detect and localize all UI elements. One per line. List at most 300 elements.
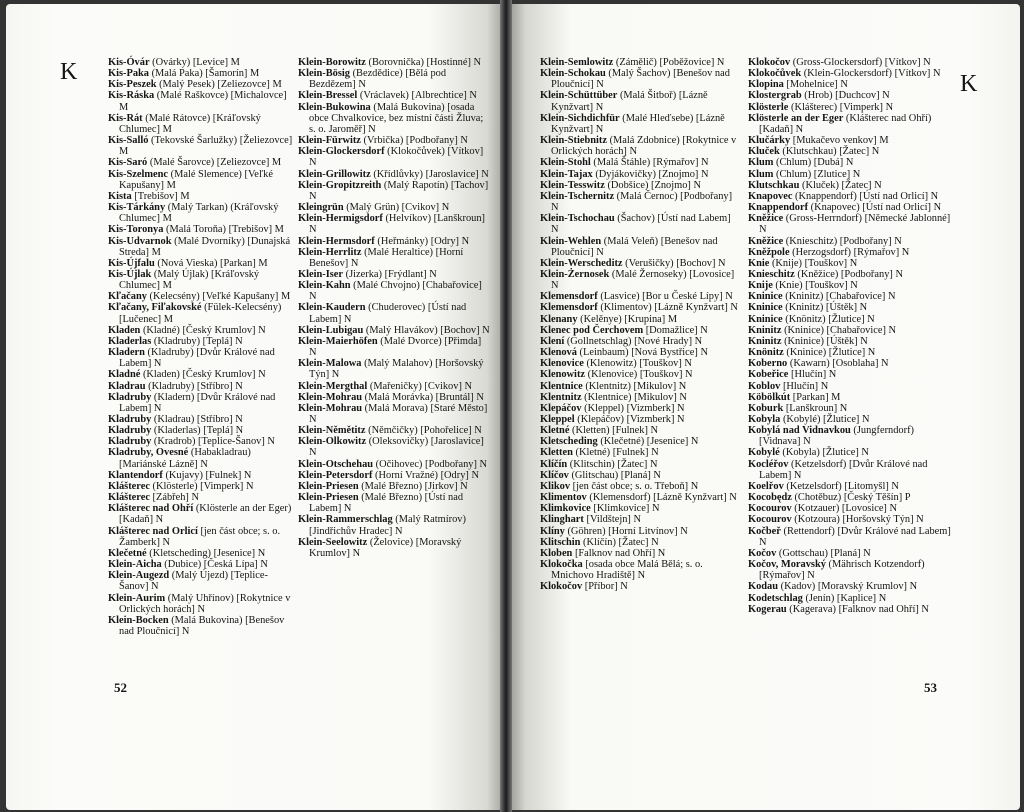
entry-headword: Klein-Hermigsdorf	[298, 213, 383, 225]
entry-detail: (Malá Štáhle) [Rýmařov] N	[590, 157, 709, 169]
entry-headword: Kladruby, Ovesné	[108, 447, 189, 459]
entry-headword: Kľačany	[108, 291, 147, 303]
entry-detail: [Falknov nad Ohří] N	[572, 547, 666, 559]
entry-headword: Klein-Lubigau	[298, 324, 364, 336]
entry-detail: [Hlučín] N	[780, 380, 829, 392]
entry-headword: Koelřov	[748, 480, 784, 492]
gazetteer-entry	[298, 180, 490, 202]
entry-headword: Klikov	[540, 480, 571, 492]
entry-headword: Kis-Udvarnok	[108, 235, 172, 247]
gazetteer-entry	[748, 247, 952, 258]
entry-headword: Kocléřov	[748, 458, 789, 470]
entry-headword: Klokočov	[540, 581, 583, 593]
entry-detail: (Knönitz) [Žlutice] N	[782, 313, 875, 325]
entry-detail: (Kobyla) [Žlutice] N	[779, 447, 869, 459]
gazetteer-entry	[748, 593, 952, 604]
gazetteer-entry	[540, 336, 738, 347]
gazetteer-entry	[748, 102, 952, 113]
entry-headword: Klení	[540, 335, 565, 347]
entry-detail: (Habakladrau) [Mariánské Lázně] N	[119, 447, 251, 470]
entry-detail: (Kletten) [Fulnek] N	[569, 425, 659, 437]
entry-headword: Klemensdorf	[540, 291, 598, 303]
entry-detail: (Kagerava) [Falknov nad Ohří] N	[786, 603, 929, 615]
entry-detail: (Verušičky) [Bochov] N	[622, 257, 726, 269]
entry-detail: (Leinbaum) [Nová Bystřice] N	[576, 347, 708, 359]
entry-headword: Kis-Óvár	[108, 57, 150, 68]
gazetteer-entry	[298, 425, 490, 436]
entry-headword: Klášterec	[108, 480, 150, 492]
entry-headword: Klein-Werscheditz	[540, 257, 623, 269]
entry-detail: (Zámělič) [Poběžovice] N	[613, 57, 725, 68]
gazetteer-entry	[540, 57, 738, 68]
gazetteer-entry	[298, 302, 490, 324]
gazetteer-entry	[540, 191, 738, 213]
entry-detail: (Kněžice) [Podbořany] N	[794, 268, 903, 280]
gazetteer-entry	[748, 459, 952, 481]
entry-detail: (Horní Vražné) [Odry] N	[372, 469, 479, 481]
entry-detail: (Klenowitz) [Touškov] N	[583, 358, 692, 370]
gazetteer-entry	[108, 425, 296, 436]
entry-detail: (Vrbička) [Podbořany] N	[360, 135, 468, 147]
entry-headword: Knönitz	[748, 347, 784, 359]
gazetteer-entry	[540, 492, 738, 503]
entry-detail: (Klösterle an der Eger) [Kadaň] N	[119, 503, 292, 526]
entry-headword: Klein-Stohl	[540, 157, 591, 169]
gazetteer-entry	[748, 302, 952, 313]
entry-headword: Klein-Stiebnitz	[540, 135, 607, 147]
entry-headword: Klenovice	[540, 358, 584, 370]
entry-detail: (Jungferndorf) [Vidnava] N	[759, 425, 914, 448]
gazetteer-entry	[540, 291, 738, 302]
right-column-2	[748, 57, 952, 615]
entry-headword: Kladruby	[108, 425, 152, 437]
right-page	[510, 4, 1020, 810]
entry-headword: Klein-Tschernitz	[540, 190, 615, 202]
gazetteer-entry	[108, 57, 296, 68]
gazetteer-entry	[748, 79, 952, 90]
entry-headword: Kis-Toronya	[108, 224, 164, 236]
gazetteer-entry	[540, 459, 738, 470]
entry-headword: Kladen	[108, 324, 141, 336]
entry-headword: Kloben	[540, 547, 573, 559]
entry-detail: (Jenín) [Kaplice] N	[802, 592, 887, 604]
entry-headword: Knije	[748, 280, 773, 292]
entry-headword: Klein-Tschochau	[540, 213, 615, 225]
gazetteer-entry	[748, 169, 952, 180]
gazetteer-entry	[540, 436, 738, 447]
entry-headword: Klein-Aicha	[108, 559, 162, 571]
entry-detail: (Kladerlas) [Teplá] N	[151, 425, 244, 437]
entry-detail: (Kradrob) [Teplice-Šanov] N	[151, 436, 275, 448]
entry-headword: Kninice	[748, 313, 783, 325]
entry-headword: Klečetné	[108, 547, 147, 559]
entry-headword: Kocourov	[748, 514, 792, 526]
gazetteer-entry	[748, 202, 952, 213]
gazetteer-entry	[540, 470, 738, 481]
entry-detail: (Ketzelsdorf) [Dvůr Králové nad Labem] N	[759, 458, 928, 481]
gazetteer-entry	[748, 213, 952, 235]
entry-detail: (Kladruby) [Teplá] N	[151, 335, 243, 347]
entry-headword: Kladruby	[108, 436, 152, 448]
entry-detail: (Kobylé) [Žlutice] N	[780, 414, 870, 425]
entry-detail: (Klitschin) [Žatec] N	[567, 458, 658, 470]
gazetteer-entry	[748, 68, 952, 79]
gazetteer-entry	[298, 514, 490, 536]
gazetteer-entry	[108, 570, 296, 592]
gazetteer-entry	[108, 191, 296, 202]
entry-detail: (Klutschkau) [Žatec] N	[779, 146, 880, 158]
gazetteer-entry	[540, 347, 738, 358]
gazetteer-entry	[108, 79, 296, 90]
entry-headword: Klučárky	[748, 135, 791, 147]
gazetteer-entry	[748, 325, 952, 336]
entry-detail: (Kladruby) [Dvůr Králové nad Labem] N	[119, 347, 275, 370]
entry-detail: (Kladné) [Český Krumlov] N	[140, 324, 266, 336]
entry-detail: (Kelěnye) [Krupina] M	[577, 313, 678, 325]
entry-detail: (Kujavy) [Fulnek] N	[162, 469, 252, 481]
gazetteer-entry	[748, 604, 952, 615]
entry-headword: Klenová	[540, 347, 577, 359]
section-letter-left: K	[60, 59, 78, 85]
entry-headword: Klein-Herrlitz	[298, 246, 362, 258]
entry-detail: (Nová Vieska) [Parkan] M	[154, 257, 268, 269]
entry-headword: Kladerlas	[108, 335, 152, 347]
gazetteer-entry	[108, 258, 296, 269]
gazetteer-entry	[298, 392, 490, 403]
section-letter-right: K	[960, 71, 978, 97]
entry-headword: Klein-Mohrau	[298, 402, 363, 414]
entry-headword: Klein-Augezd	[108, 570, 170, 582]
entry-detail: (Malý Rapotín) [Tachov] N	[309, 179, 489, 202]
gazetteer-entry	[108, 593, 296, 615]
gazetteer-entry	[748, 90, 952, 101]
entry-detail: (Malá Zdobnice) [Rokytnice v Orlických horách] N	[551, 135, 737, 158]
gazetteer-entry	[298, 481, 490, 492]
entry-detail: (Knie) [Touškov] N	[772, 280, 858, 292]
entry-detail: (Kladen) [Český Krumlov] N	[140, 369, 266, 381]
entry-detail: (Kotzauer) [Lovosice] N	[791, 503, 897, 515]
entry-detail: (Kninice) [Žlutice] N	[783, 347, 876, 359]
gazetteer-entry	[108, 503, 296, 525]
gazetteer-entry	[298, 470, 490, 481]
entry-detail: [Hlučín] N	[788, 369, 837, 381]
entry-detail: (Malý Újezd) [Teplice-Šanov] N	[119, 570, 268, 593]
entry-headword: Kis-Tárkány	[108, 202, 166, 214]
gazetteer-entry	[540, 258, 738, 269]
entry-headword: Kněžice	[748, 235, 784, 247]
gazetteer-entry	[748, 269, 952, 280]
gazetteer-entry	[748, 381, 952, 392]
gazetteer-entry	[540, 236, 738, 258]
entry-headword: Kninitz	[748, 324, 782, 336]
gazetteer-entry	[108, 414, 296, 425]
entry-headword: Knieschitz	[748, 268, 795, 280]
left-page	[6, 4, 502, 810]
entry-headword: Klein-Fürwitz	[298, 135, 361, 147]
entry-headword: Kninice	[748, 291, 783, 303]
gazetteer-entry	[540, 325, 738, 336]
gazetteer-entry	[748, 191, 952, 202]
entry-detail: (Želovice) [Moravský Krumlov] N	[309, 536, 462, 559]
entry-detail: (Knapovec) [Ústí nad Orlicí] N	[808, 202, 942, 214]
entry-headword: Klokočov	[748, 57, 791, 68]
entry-detail: (Malé Hleďsebe) [Lázně Kynžvart] N	[551, 112, 725, 135]
gazetteer-entry	[108, 90, 296, 112]
entry-headword: Kladruby	[108, 414, 152, 425]
entry-detail: (Malý Malahov) [Horšovský Týn] N	[309, 358, 484, 381]
entry-headword: Klíčov	[540, 469, 569, 481]
entry-headword: Klenowitz	[540, 369, 586, 381]
entry-detail: (Malé Heraltice) [Horní Benešov] N	[309, 246, 464, 269]
right-column-1	[540, 57, 738, 593]
entry-detail: (Malé Březno) [Jirkov] N	[358, 480, 468, 492]
entry-headword: Klokočka	[540, 559, 583, 571]
entry-headword: Klein-Bressel	[298, 90, 358, 102]
entry-detail: (Glitschau) [Planá] N	[568, 469, 661, 481]
gazetteer-entry	[748, 135, 952, 146]
gazetteer-entry	[748, 347, 952, 358]
entry-detail: (Jizerka) [Frýdlant] N	[343, 268, 437, 280]
gazetteer-entry	[540, 503, 738, 514]
entry-detail: (Malé Dvorce) [Přimda] N	[309, 335, 482, 359]
entry-detail: (Křídlůvky) [Jaroslavice] N	[370, 168, 489, 180]
gazetteer-entry	[748, 447, 952, 458]
entry-detail: (Malá Šitboř) [Lázně Kynžvart] N	[551, 90, 708, 113]
entry-detail: (Knije) [Touškov] N	[769, 257, 858, 269]
entry-headword: Kobeřice	[748, 369, 789, 381]
entry-detail: (Klenovice) [Touškov] N	[585, 369, 693, 381]
entry-detail: (Malé Březno) [Ústí nad Labem] N	[309, 492, 464, 515]
entry-headword: Kleppel	[540, 414, 575, 425]
entry-headword: Kocobędz	[748, 492, 792, 504]
entry-headword: Klentnice	[540, 380, 583, 392]
gazetteer-entry	[748, 581, 952, 592]
gazetteer-entry	[298, 436, 490, 458]
entry-headword: Kis-Salló	[108, 135, 149, 147]
gazetteer-entry	[108, 559, 296, 570]
gazetteer-entry	[298, 358, 490, 380]
entry-detail: (Klepáčov) [Vizmberk] N	[574, 414, 685, 425]
gazetteer-entry	[108, 68, 296, 79]
gazetteer-entry	[108, 291, 296, 302]
entry-headword: Koblov	[748, 380, 781, 392]
entry-detail: (Mařeničky) [Cvikov] N	[367, 380, 473, 392]
gazetteer-entry	[298, 269, 490, 280]
entry-headword: Klum	[748, 157, 774, 169]
entry-detail: (Kladrau) [Stříbro] N	[151, 414, 243, 425]
gazetteer-entry	[748, 258, 952, 269]
entry-detail: (Gross-Glockersdorf) [Vítkov] N	[790, 57, 931, 68]
entry-detail: (Malý Tarkan) (Kráľovský Chlumec] M	[119, 202, 279, 225]
entry-detail: (Malý Grün) [Cvikov] N	[343, 202, 450, 214]
entry-detail: (Malá Morava) [Staré Město] N	[309, 402, 488, 425]
entry-headword: Klein-Tajax	[540, 168, 593, 180]
entry-detail: (Knappendorf) [Ústí nad Orlicí] N	[792, 190, 939, 202]
entry-headword: Klösterle an der Eger	[748, 112, 844, 124]
entry-detail: [Lanškroun] N	[783, 402, 848, 414]
gazetteer-entry	[748, 280, 952, 291]
entry-detail: (Heřmánky) [Odry] N	[374, 235, 470, 247]
entry-detail: (Kladruby) [Stříbro] N	[145, 380, 243, 392]
gazetteer-entry	[748, 180, 952, 191]
entry-headword: Klášterec nad Orlicí	[108, 525, 198, 537]
entry-headword: Knappendorf	[748, 202, 809, 214]
entry-headword: Kninice	[748, 302, 783, 314]
entry-headword: Klemensdorf	[540, 302, 598, 314]
gazetteer-entry	[298, 336, 490, 358]
gazetteer-entry	[748, 503, 952, 514]
entry-detail: (Knieschitz) [Podbořany] N	[783, 235, 902, 247]
entry-detail: (Kotzoura) [Horšovský Týn] N	[791, 514, 924, 526]
entry-detail: (Kelecsény) [Veľké Kapušany] M	[146, 291, 291, 303]
entry-headword: Klein-Kahn	[298, 280, 351, 292]
entry-headword: Kis-Peszek	[108, 79, 157, 91]
gazetteer-entry	[748, 336, 952, 347]
entry-detail: (Klášterec nad Ohří) [Kadaň] N	[759, 112, 932, 135]
entry-detail: (Malá Veleň) [Benešov nad Ploučnicí] N	[551, 235, 718, 258]
entry-detail: (Tekovské Šarlužky) [Želiezovce] M	[119, 135, 293, 158]
entry-headword: Klein-Borowitz	[298, 57, 366, 68]
entry-headword: Klepáčov	[540, 402, 582, 414]
entry-detail: (Gottschau) [Planá] N	[776, 547, 871, 559]
gazetteer-entry	[108, 202, 296, 224]
gazetteer-entry	[748, 403, 952, 414]
entry-detail: (Ovárky) [Levice] M	[149, 57, 240, 68]
gazetteer-entry	[298, 280, 490, 302]
entry-detail: (Herzogsdorf) [Rýmařov] N	[789, 246, 910, 258]
entry-headword: Klíčín	[540, 458, 568, 470]
gazetteer-entry	[540, 113, 738, 135]
gazetteer-entry	[298, 247, 490, 269]
entry-detail: (Klášterec) [Vimperk] N	[788, 101, 894, 113]
entry-headword: Klein-Mohrau	[298, 391, 363, 403]
entry-detail: (Malá Paka) [Šamorín] M	[149, 68, 260, 80]
gazetteer-entry	[298, 381, 490, 392]
entry-detail: (Kninice) [Úštěk] N	[781, 335, 868, 347]
entry-headword: Klášterec nad Ohří	[108, 503, 194, 515]
entry-headword: Kocourov	[748, 503, 792, 515]
entry-headword: Kis-Szelmenc	[108, 168, 169, 180]
gazetteer-entry	[108, 302, 296, 324]
entry-headword: Koberno	[748, 358, 788, 370]
entry-detail: (Gollnetschlag) [Nové Hrady] N	[564, 335, 703, 347]
entry-detail: (Kletscheding) [Jesenice] N	[146, 547, 266, 559]
entry-detail: (Kninitz) [Chabařovice] N	[782, 291, 896, 303]
entry-headword: Klenec pod Čerchovem	[540, 324, 644, 336]
entry-headword: Klein-Mergthal	[298, 380, 368, 392]
entry-detail: (Malý Šachov) [Benešov nad Ploučnicí] N	[551, 68, 730, 91]
entry-detail: (Němčičky) [Pohořelice] N	[365, 425, 482, 437]
gazetteer-entry	[540, 213, 738, 235]
entry-headword: Kis-Saró	[108, 157, 148, 169]
entry-detail: (Kninitz) [Úštěk] N	[782, 302, 868, 314]
entry-headword: Kleingrün	[298, 202, 344, 214]
entry-detail: (Malá Morávka) [Bruntál] N	[362, 391, 484, 403]
entry-detail: (Hrob) [Duchcov] N	[801, 90, 890, 102]
entry-headword: Kladné	[108, 369, 141, 381]
entry-headword: Kľačany, Fiľakovské	[108, 302, 202, 314]
entry-detail: [Mukačevo venkov] M	[790, 135, 889, 147]
entry-headword: Klimkovice	[540, 503, 591, 515]
gazetteer-entry	[298, 146, 490, 168]
entry-headword: Klein-Němětitz	[298, 425, 366, 437]
gazetteer-entry	[540, 537, 738, 548]
entry-headword: Kis-Újlak	[108, 268, 152, 280]
entry-headword: Klum	[748, 168, 774, 180]
gazetteer-entry	[108, 336, 296, 347]
gazetteer-entry	[540, 526, 738, 537]
entry-headword: Kočov, Moravský	[748, 559, 826, 571]
gazetteer-entry	[748, 392, 952, 403]
gazetteer-entry	[748, 314, 952, 325]
entry-headword: Klokočůvek	[748, 68, 802, 80]
gazetteer-entry	[108, 135, 296, 157]
entry-headword: Klein-Seelowitz	[298, 536, 368, 548]
gazetteer-entry	[748, 514, 952, 525]
gazetteer-entry	[540, 90, 738, 112]
gazetteer-entry	[540, 403, 738, 414]
entry-detail: [osada obce Malá Bělá; s. o. Mnichovo Hradiště] N	[551, 559, 703, 582]
entry-headword: Kněžpole	[748, 246, 790, 258]
entry-headword: Kletscheding	[540, 436, 598, 448]
entry-headword: Knapovec	[748, 190, 793, 202]
entry-detail: (Malý Uhřínov) [Rokytnice v Orlických horách] N	[119, 592, 291, 615]
entry-headword: Klantendorf	[108, 469, 163, 481]
entry-detail: (Klemensdorf) [Lázně Kynžvart] N	[586, 492, 737, 504]
entry-detail: (Kadov) [Moravský Krumlov] N	[778, 581, 918, 593]
entry-detail: (Klentnitz) [Mikulov] N	[582, 380, 687, 392]
entry-detail: (Klösterle) [Vimperk] N	[149, 480, 254, 492]
entry-detail: (Chlum) [Dubá] N	[773, 157, 854, 169]
entry-detail: (Ketzelsdorf) [Litomyšl] N	[783, 480, 899, 492]
gazetteer-entry	[540, 425, 738, 436]
entry-detail: (Očihovec) [Podbořany] N	[373, 458, 488, 470]
entry-headword: Kladern	[108, 347, 145, 359]
entry-headword: Kista	[108, 190, 132, 202]
page-number-left: 52	[114, 680, 127, 695]
entry-headword: Knie	[748, 257, 770, 269]
gazetteer-entry	[108, 615, 296, 637]
entry-headword: Kletten	[540, 447, 573, 459]
entry-detail: (Malé Dvorníky) [Dunajská Streda] M	[119, 235, 291, 258]
entry-headword: Klopina	[748, 79, 784, 91]
entry-headword: Klein-Iser	[298, 268, 344, 280]
entry-headword: Klein-Tesswitz	[540, 179, 605, 191]
gazetteer-entry	[748, 369, 952, 380]
gazetteer-entry	[540, 269, 738, 291]
gazetteer-entry	[108, 347, 296, 369]
entry-headword: Kis-Újfalu	[108, 257, 155, 269]
gazetteer-entry	[108, 381, 296, 392]
entry-headword: Klein-Priesen	[298, 492, 359, 504]
entry-headword: Klíny	[540, 525, 565, 537]
gazetteer-entry	[540, 302, 738, 313]
entry-detail: (Kawarn) [Osoblaha] N	[787, 358, 889, 370]
gazetteer-entry	[540, 447, 738, 458]
gazetteer-entry	[748, 492, 952, 503]
gazetteer-entry	[108, 325, 296, 336]
gazetteer-entry	[748, 113, 952, 135]
entry-detail: (Kladern) [Dvůr Králové nad Labem] N	[119, 391, 276, 414]
entry-detail: (Helvíkov) [Lanškroun] N	[309, 213, 485, 236]
gazetteer-entry	[748, 157, 952, 168]
entry-detail: [jen část obce; s. o. Třeboň] N	[570, 480, 699, 492]
gazetteer-entry	[108, 369, 296, 380]
entry-headword: Klein-Bukowina	[298, 101, 371, 113]
entry-headword: Klein-Glockersdorf	[298, 146, 385, 158]
entry-detail: (Klokočůvek) [Vítkov] N	[309, 146, 484, 169]
entry-detail: (Klimentov) [Lázně Kynžvart] N	[597, 302, 738, 314]
